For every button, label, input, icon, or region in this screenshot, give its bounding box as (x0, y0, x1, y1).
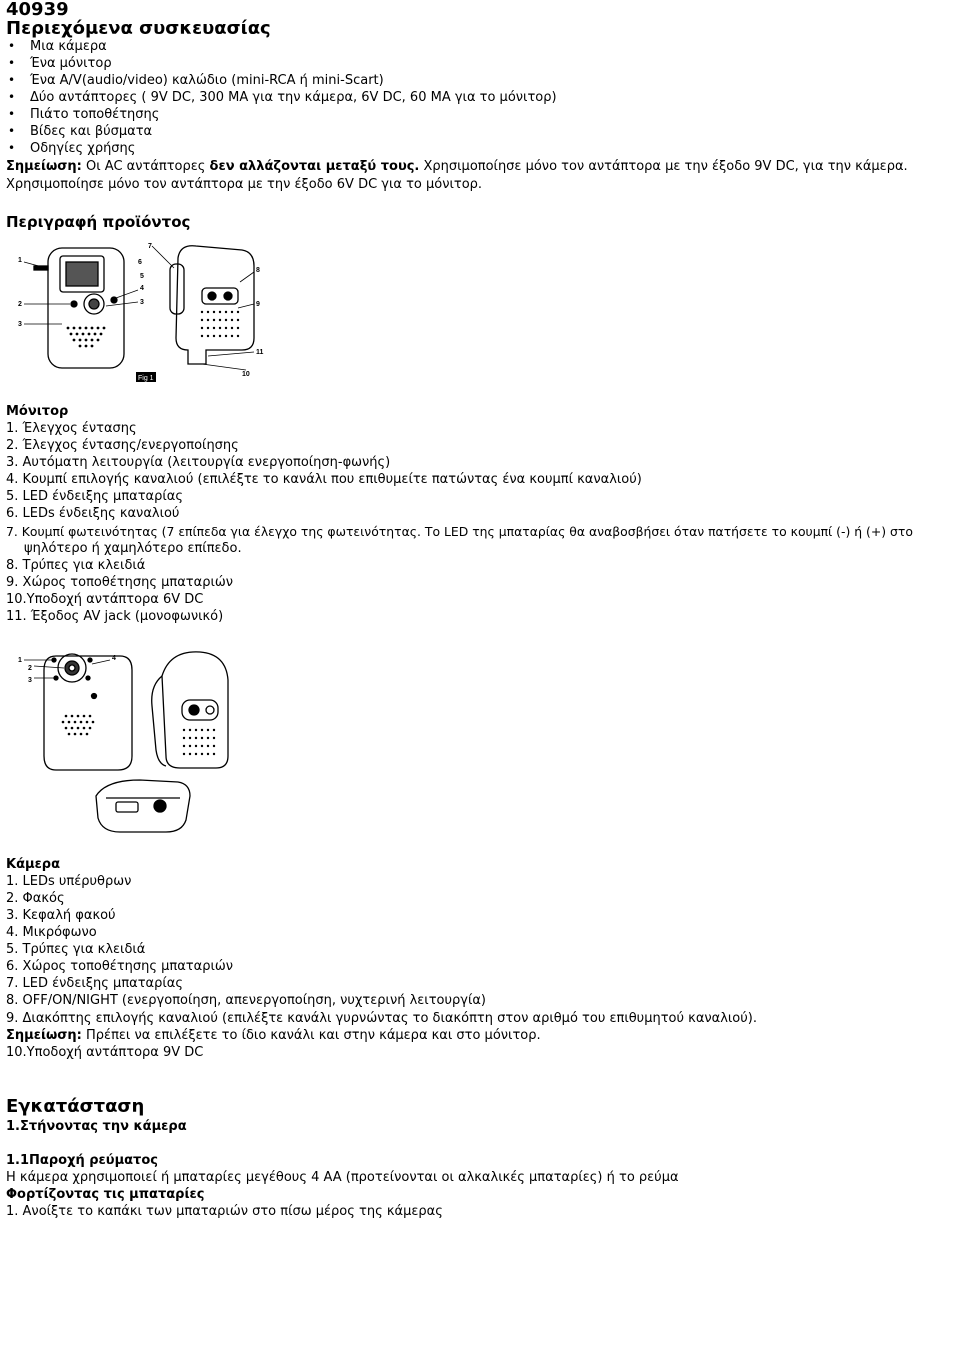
note-text-a: Οι AC αντάπτορες (81, 159, 210, 174)
package-list (6, 38, 557, 157)
callout-label: 10 (242, 371, 250, 378)
note-label: Σημείωση: (6, 159, 82, 174)
callout-label: 6 (138, 259, 142, 266)
camera-front-body (44, 656, 132, 770)
list-item: 6. Χώρος τοποθέτησης μπαταριών (6, 959, 234, 974)
note-text: Πρέπει να επιλέξετε το ίδιο κανάλι και στην κάμερα και στο μόνιτορ. (81, 1028, 541, 1043)
list-item: 7. LED ένδειξης μπαταρίας (6, 976, 183, 991)
list-item: 8. OFF/ON/NIGHT (ενεργοποίηση, απενεργοποίηση, νυχτερινή λειτουργία) (6, 993, 486, 1008)
callout-label: 3 (18, 321, 22, 328)
list-item: 5. Τρύπες για κλειδιά (6, 942, 146, 957)
list-item: 10.Υποδοχή αντάπτορα 6V DC (6, 592, 204, 607)
monitor-figure (10, 238, 270, 388)
list-item: 4. Κουμπί επιλογής καναλιού (επιλέξτε το κανάλι που επιθυμείτε πατώντας ένα κουμπί καναλιού) (6, 472, 642, 487)
list-item: 7. Κουμπί φωτεινότητας (7 επίπεδα για έλεγχο της φωτεινότητας. Το LED της μπαταρίας θα αναβοσβήσει όταν πατήσετε το κουμπί (-) ή (+) στο (6, 524, 913, 539)
list-item: 1. Έλεγχος έντασης (6, 421, 137, 436)
callout-label: 1 (18, 257, 22, 264)
list-item: • Πιάτο τοποθέτησης (6, 106, 557, 123)
list-item: 8. Τρύπες για κλειδιά (6, 558, 146, 573)
subheading-power-supply: 1.1Παροχή ρεύματος (6, 1153, 158, 1168)
callout-label: 11 (256, 349, 264, 356)
note-bold: δεν αλλάζονται μεταξύ τους. (209, 159, 420, 174)
list-item: • Βίδες και βύσματα (6, 123, 557, 140)
callout-label: 1 (18, 657, 22, 664)
list-item: 1. LEDs υπέρυθρων (6, 874, 132, 889)
list-item: 9. Χώρος τοποθέτησης μπαταριών (6, 575, 234, 590)
camera-bottom-body (96, 780, 190, 832)
callout-label: 2 (18, 301, 22, 308)
camera-back-controls (182, 700, 218, 720)
list-item-continuation: ψηλότερο ή χαμηλότερο επίπεδο. (24, 541, 242, 556)
paragraph-power: Η κάμερα χρησιμοποιεί ή μπαταρίες μεγέθους 4 AA (προτείνονται οι αλκαλικές μπαταρίες) ή το ρεύμα (6, 1170, 679, 1185)
list-item: • Δύο αντάπτορες ( 9V DC, 300 MA για την κάμερα, 6V DC, 60 MA για το μόνιτορ) (6, 89, 557, 106)
document-code: 40939 (6, 0, 69, 20)
camera-back-grille (183, 729, 215, 755)
page-title: Περιεχόμενα συσκευασίας (6, 18, 271, 39)
list-item: • Μια κάμερα (6, 38, 557, 55)
camera-note (6, 1027, 541, 1044)
monitor-screen-image (66, 262, 98, 286)
callout-label: 4 (112, 655, 116, 662)
callout-label: 5 (140, 273, 144, 280)
list-item: 3. Κεφαλή φακού (6, 908, 116, 923)
monitor-heading: Μόνιτορ (6, 404, 69, 419)
list-item: 4. Μικρόφωνο (6, 925, 97, 940)
list-item: • Ένα μόνιτορ (6, 55, 557, 72)
callout-label: 2 (28, 665, 32, 672)
subheading-charging-batteries: Φορτίζοντας τις μπαταρίες (6, 1187, 205, 1202)
list-item: 3. Αυτόματη λειτουργία (λειτουργία ενεργοποίηση-φωνής) (6, 455, 391, 470)
list-item: 1. Ανοίξτε το καπάκι των μπαταριών στο πίσω μέρος της κάμερας (6, 1204, 443, 1219)
list-item: 5. LED ένδειξης μπαταρίας (6, 489, 183, 504)
callout-label: 3 (28, 677, 32, 684)
list-item: 9. Διακόπτης επιλογής καναλιού (επιλέξτε κανάλι γυρνώντας το διακόπτη στον αριθμό του επιθυμητού καναλιού). (6, 1011, 757, 1026)
camera-figure (10, 646, 250, 836)
list-item: 2. Φακός (6, 891, 65, 906)
list-item: 10.Υποδοχή αντάπτορα 9V DC (6, 1045, 204, 1060)
section-heading-description: Περιγραφή προϊόντος (6, 213, 191, 231)
callout-label: 3 (140, 299, 144, 306)
note-label: Σημείωση: (6, 1028, 82, 1043)
callout-label: 4 (140, 285, 144, 292)
callout-label: 7 (148, 243, 152, 250)
list-item: • Οδηγίες χρήσης (6, 140, 557, 157)
subheading-setup-camera: 1.Στήνοντας την κάμερα (6, 1119, 187, 1134)
note-adapters-line2: Χρησιμοποίησε μόνο τον αντάπτορα με την έξοδο 6V DC για το μόνιτορ. (6, 177, 483, 192)
fig-label: Fig 1 (138, 375, 154, 382)
note-adapters (6, 158, 908, 175)
callout-label: 9 (256, 301, 260, 308)
section-heading-installation: Εγκατάσταση (6, 1096, 145, 1117)
camera-heading: Κάμερα (6, 857, 61, 872)
list-item: • Ένα A/V(audio/video) καλώδιο (mini-RCA ή mini-Scart) (6, 72, 557, 89)
camera-microphone-grille (62, 715, 95, 736)
callout-label: 8 (256, 267, 260, 274)
list-item: 11. Έξοδος AV jack (μονοφωνικό) (6, 609, 224, 624)
monitor-back-body (176, 246, 254, 364)
list-item: 2. Έλεγχος έντασης/ενεργοποίησης (6, 438, 239, 453)
monitor-back-grille (201, 311, 239, 337)
monitor-speaker-grille (67, 327, 106, 348)
list-item: 6. LEDs ένδειξης καναλιού (6, 506, 180, 521)
note-text-b: Χρησιμοποίησε μόνο τον αντάπτορα με την έξοδο 9V DC, για την κάμερα. (419, 159, 908, 174)
